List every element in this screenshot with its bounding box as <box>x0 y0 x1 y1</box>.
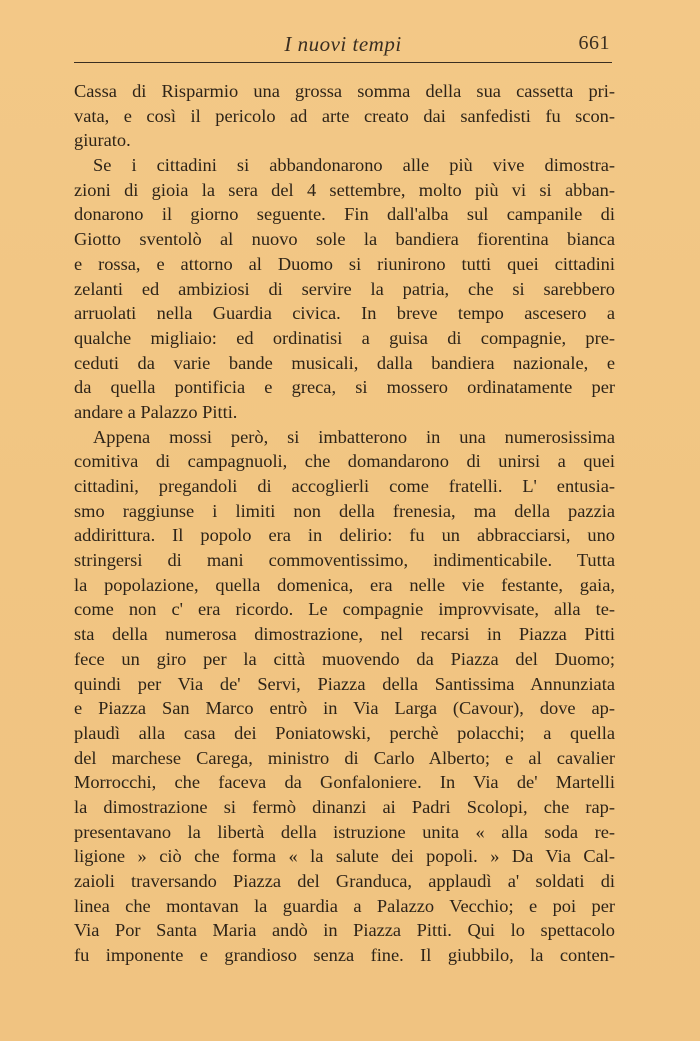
text-line: zelanti ed ambiziosi di servire la patria, che si sarebbero <box>74 278 615 299</box>
text-line: e rossa, e attorno al Duomo si riunirono tutti quei cittadini <box>74 253 615 274</box>
text-line: ligione » ciò che forma « la salute dei popoli. » Da Via Cal- <box>74 846 615 867</box>
text-line: ceduti da varie bande musicali, dalla bandiera nazionale, e <box>74 352 615 373</box>
text-line: la dimostrazione si fermò dinanzi ai Padri Scolopi, che rap- <box>74 796 615 817</box>
text-line: linea che montavan la guardia a Palazzo Vecchio; e poi per <box>74 895 615 916</box>
text-line: zaioli traversando Piazza del Granduca, applaudì a' soldati di <box>74 871 615 891</box>
text-line: donarono il giorno seguente. Fin dall'alba sul campanile di <box>74 204 615 225</box>
text-line: qualche migliaio: ed ordinatisi a guisa di compagnie, pre- <box>74 327 615 348</box>
text-line: del marchese Carega, ministro di Carlo Alberto; e al cavalier <box>74 747 615 768</box>
text-line: stringersi di mani commoventissimo, indimenticabile. Tutta <box>74 550 615 571</box>
running-title: I nuovi tempi <box>284 32 402 56</box>
text-line: arruolati nella Guardia civica. In breve tempo ascesero a <box>74 303 615 324</box>
header-rule <box>74 62 612 63</box>
text-line: Via Por Santa Maria andò in Piazza Pitti. Qui lo spettacolo <box>74 920 615 941</box>
page-number: 661 <box>578 32 610 54</box>
text-line: la popolazione, quella domenica, era nelle vie festante, gaia, <box>74 574 615 595</box>
text-line: Appena mossi però, si imbatterono in una numerosissima <box>93 426 615 447</box>
text-line: Se i cittadini si abbandonarono alle più vive dimostra- <box>93 155 615 176</box>
text-line: sta della numerosa dimostrazione, nel recarsi in Piazza Pitti <box>74 624 615 645</box>
body-text <box>74 79 615 968</box>
text-line: e Piazza San Marco entrò in Via Larga (Cavour), dove ap- <box>74 698 615 719</box>
text-line: addirittura. Il popolo era in delirio: fu un abbracciarsi, uno <box>74 525 615 546</box>
text-line: giurato. <box>74 130 131 151</box>
text-line: smo raggiunse i limiti non della frenesia, ma della pazzia <box>74 500 615 521</box>
text-line: come non c' era ricordo. Le compagnie improvvisate, alla te- <box>74 599 615 620</box>
text-line: cittadini, pregandoli di accoglierli come fratelli. L' entusia- <box>74 476 615 496</box>
text-line: Morrocchi, che faceva da Gonfaloniere. In Via de' Martelli <box>74 772 615 793</box>
text-line: comitiva di campagnuoli, che domandarono di unirsi a quei <box>74 451 615 472</box>
text-line: Giotto sventolò al nuovo sole la bandiera fiorentina bianca <box>74 229 615 250</box>
text-line: vata, e così il pericolo ad arte creato dai sanfedisti fu scon- <box>74 105 615 126</box>
text-line: da quella pontificia e greca, si mossero ordinatamente per <box>74 377 615 398</box>
page-header <box>74 32 612 62</box>
text-line: fu imponente e grandioso senza fine. Il giubbilo, la conten- <box>74 945 615 966</box>
text-line: plaudì alla casa dei Poniatowski, perchè polacchi; a quella <box>74 722 615 743</box>
text-line: fece un giro per la città muovendo da Piazza del Duomo; <box>74 648 615 669</box>
text-line: presentavano la libertà della istruzione unita « alla soda re- <box>74 821 615 842</box>
text-line: zioni di gioia la sera del 4 settembre, molto più vi si abban- <box>74 179 615 200</box>
text-line: quindi per Via de' Servi, Piazza della Santissima Annunziata <box>74 673 615 694</box>
text-line: Cassa di Risparmio una grossa somma della sua cassetta pri- <box>74 81 615 101</box>
text-line: andare a Palazzo Pitti. <box>74 401 238 422</box>
